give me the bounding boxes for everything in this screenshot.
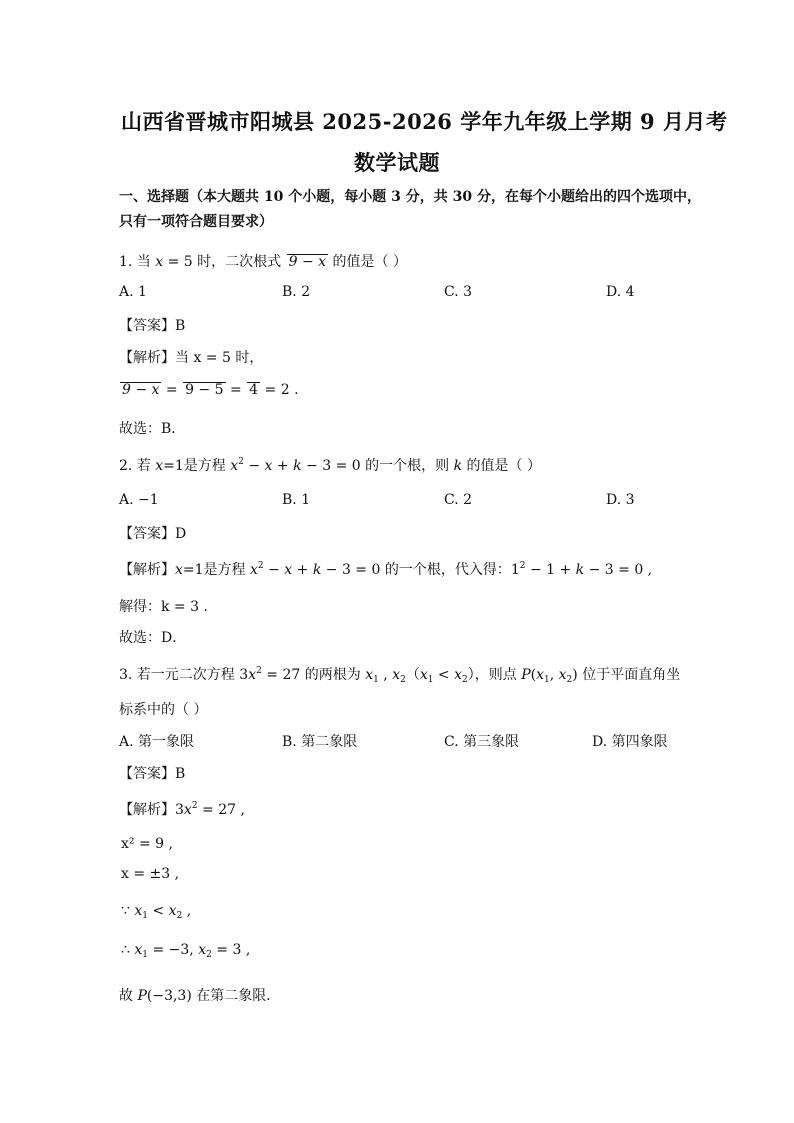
- q3-therefore: ∴ $x_1 = -3$, $x_2 = 3$ ,: [121, 942, 251, 960]
- q3-analysis: 【解析】$3x^2 = 27$ ,: [119, 801, 245, 818]
- q1-option-c: C. 3: [444, 284, 473, 300]
- q3-step-2: x = ±3 ,: [121, 866, 180, 882]
- q1-option-b: B. 2: [282, 284, 311, 300]
- question-3-line2: 标系中的（ ）: [119, 702, 208, 718]
- q2-conclusion: 故选：D．: [119, 630, 187, 646]
- q1-answer: 【答案】B: [119, 318, 186, 334]
- q3-option-d: D. 第四象限: [592, 734, 668, 750]
- q3-step-1: x² = 9 ,: [121, 836, 173, 852]
- q2-solve: 解得：k = 3 .: [119, 599, 208, 615]
- q1-analysis: 【解析】当 x = 5 时，: [119, 350, 264, 366]
- page-title: 山西省晋城市阳城县 2025-2026 学年九年级上学期 9 月月考: [121, 109, 728, 134]
- q3-conclusion: 故 P(−3,3) 在第二象限．: [119, 988, 281, 1004]
- section-heading-line1: 一、选择题（本大题共 10 个小题，每小题 3 分，共 30 分，在每个小题给出的四个选项中，: [119, 189, 701, 205]
- question-1-prefix: 1. 当: [119, 254, 156, 270]
- q2-option-a: A. −1: [119, 492, 159, 508]
- q1-conclusion: 故选：B．: [119, 421, 186, 437]
- q2-option-b: B. 1: [282, 492, 311, 508]
- question-1: 1. 当 x = 5 时，二次根式 9 − x 的值是（ ）: [119, 254, 407, 270]
- q1-option-d: D. 4: [606, 284, 635, 300]
- q3-because: ∵ $x_1 < x_2$ ,: [121, 903, 192, 921]
- q1-analysis-formula: 9 − x = 9 − 5 = 4 = 2 .: [122, 382, 299, 398]
- q3-option-a: A. 第一象限: [119, 734, 195, 750]
- radical-expression: 9 − x: [288, 254, 327, 270]
- page-subtitle: 数学试题: [354, 150, 440, 175]
- q2-option-c: C. 2: [444, 492, 473, 508]
- q2-analysis: 【解析】x=1是方程 $x^2 - x + k - 3 = 0$ 的一个根，代入得：$1^2 - 1 + k - 3 = 0$ ,: [119, 561, 653, 578]
- q3-option-c: C. 第三象限: [444, 734, 520, 750]
- q3-option-b: B. 第二象限: [282, 734, 358, 750]
- q2-answer: 【答案】D: [119, 526, 187, 542]
- q2-option-d: D. 3: [606, 492, 635, 508]
- q1-option-a: A. 1: [119, 284, 147, 300]
- question-3-line1: 3. 若一元二次方程 $3x^2 = 27$ 的两根为 $x_1$ , $x_2(x_1 < x_2)$，则点 $P(x_1$, $x_2$) 位于平面直角坐: [119, 666, 681, 685]
- q3-answer: 【答案】B: [119, 766, 186, 782]
- question-2: 2. 若 x=1是方程 $x^2 - x + k - 3 = 0$ 的一个根，则 k 的值是（ ）: [119, 457, 541, 474]
- section-heading-line2: 只有一项符合题目要求）: [119, 214, 273, 230]
